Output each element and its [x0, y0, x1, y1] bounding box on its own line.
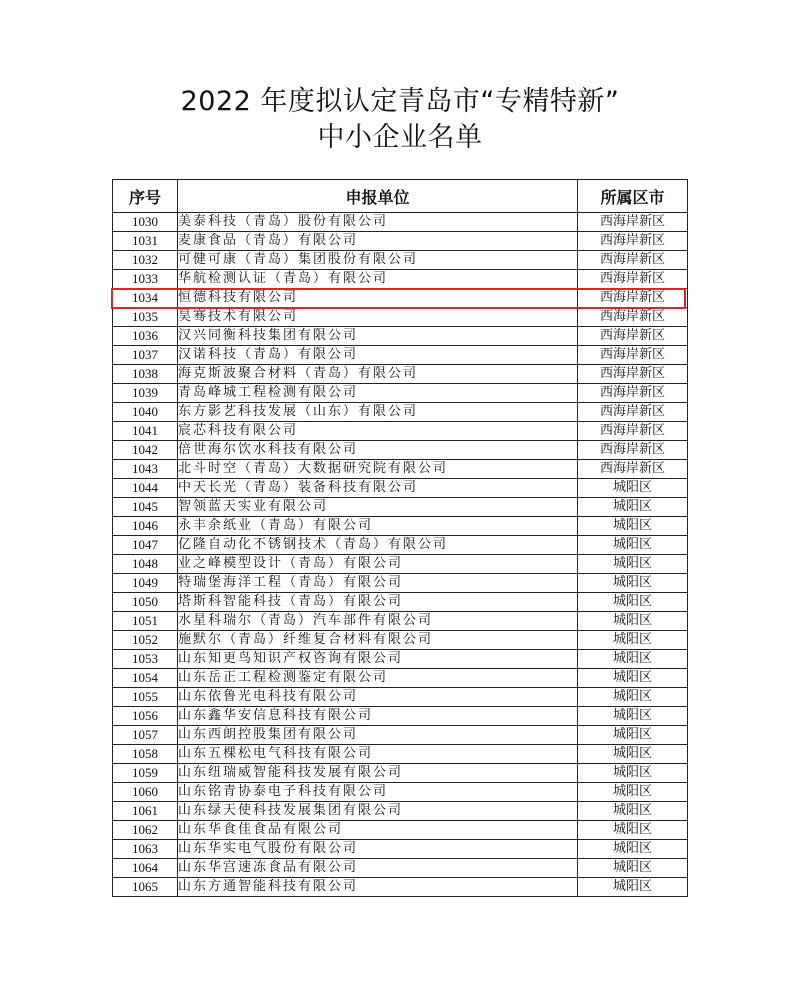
table-row: [113, 479, 688, 498]
district-cell: 西海岸新区: [578, 403, 688, 422]
serial-number-cell: 1036: [113, 327, 178, 346]
serial-number-cell: 1057: [113, 726, 178, 745]
serial-number-cell: 1048: [113, 555, 178, 574]
serial-number-cell: 1030: [113, 213, 178, 232]
table-row: [113, 403, 688, 422]
company-name-cell: 特瑞堡海洋工程（青岛）有限公司: [178, 574, 578, 593]
company-name-cell: 业之峰模型设计（青岛）有限公司: [178, 555, 578, 574]
company-name-cell: 山东华食佳食品有限公司: [178, 821, 578, 840]
serial-number-cell: 1053: [113, 650, 178, 669]
table-row: [113, 783, 688, 802]
district-cell: 城阳区: [578, 878, 688, 897]
serial-number-cell: 1059: [113, 764, 178, 783]
company-name-cell: 山东西朗控股集团有限公司: [178, 726, 578, 745]
district-cell: 西海岸新区: [578, 213, 688, 232]
company-name-cell: 汉诺科技（青岛）有限公司: [178, 346, 578, 365]
table-row: [113, 498, 688, 517]
company-name-cell: 山东华宫速冻食品有限公司: [178, 859, 578, 878]
serial-number-cell: 1060: [113, 783, 178, 802]
header-serial-number: 序号: [113, 180, 178, 213]
district-cell: 城阳区: [578, 631, 688, 650]
district-cell: 城阳区: [578, 688, 688, 707]
company-name-cell: 塔斯科智能科技（青岛）有限公司: [178, 593, 578, 612]
table-row: [113, 574, 688, 593]
table-row: [113, 213, 688, 232]
serial-number-cell: 1046: [113, 517, 178, 536]
serial-number-cell: 1044: [113, 479, 178, 498]
company-name-cell: 山东知更鸟知识产权咨询有限公司: [178, 650, 578, 669]
company-name-cell: 山东依鲁光电科技有限公司: [178, 688, 578, 707]
district-cell: 城阳区: [578, 840, 688, 859]
company-name-cell: 华航检测认证（青岛）有限公司: [178, 270, 578, 289]
table-row: [113, 308, 688, 327]
company-name-cell: 山东五棵松电气科技有限公司: [178, 745, 578, 764]
district-cell: 西海岸新区: [578, 308, 688, 327]
serial-number-cell: 1050: [113, 593, 178, 612]
table-row: [113, 821, 688, 840]
company-name-cell: 青岛峰城工程检测有限公司: [178, 384, 578, 403]
serial-number-cell: 1039: [113, 384, 178, 403]
table-row: [113, 555, 688, 574]
table-row: [113, 384, 688, 403]
company-name-cell: 山东绿天使科技发展集团有限公司: [178, 802, 578, 821]
table-header-row: [113, 180, 688, 213]
district-cell: 城阳区: [578, 612, 688, 631]
district-cell: 西海岸新区: [578, 346, 688, 365]
company-name-cell: 施默尔（青岛）纤维复合材料有限公司: [178, 631, 578, 650]
serial-number-cell: 1049: [113, 574, 178, 593]
company-name-cell: 山东纽瑞威智能科技发展有限公司: [178, 764, 578, 783]
serial-number-cell: 1063: [113, 840, 178, 859]
serial-number-cell: 1051: [113, 612, 178, 631]
table-body: [113, 213, 688, 897]
serial-number-cell: 1043: [113, 460, 178, 479]
district-cell: 城阳区: [578, 593, 688, 612]
serial-number-cell: 1058: [113, 745, 178, 764]
company-name-cell: 山东鑫华安信息科技有限公司: [178, 707, 578, 726]
district-cell: 西海岸新区: [578, 365, 688, 384]
company-name-cell: 亿隆自动化不锈钢技术（青岛）有限公司: [178, 536, 578, 555]
serial-number-cell: 1035: [113, 308, 178, 327]
serial-number-cell: 1032: [113, 251, 178, 270]
company-name-cell: 昊骞技术有限公司: [178, 308, 578, 327]
district-cell: 西海岸新区: [578, 384, 688, 403]
company-name-cell: 北斗时空（青岛）大数据研究院有限公司: [178, 460, 578, 479]
serial-number-cell: 1042: [113, 441, 178, 460]
district-cell: 西海岸新区: [578, 270, 688, 289]
table-row: [113, 593, 688, 612]
table-row: [113, 707, 688, 726]
company-name-cell: 东方影艺科技发展（山东）有限公司: [178, 403, 578, 422]
company-name-cell: 麦康食品（青岛）有限公司: [178, 232, 578, 251]
table-row: [113, 327, 688, 346]
company-name-cell: 山东铭青协泰电子科技有限公司: [178, 783, 578, 802]
table-row: [113, 764, 688, 783]
district-cell: 城阳区: [578, 802, 688, 821]
company-name-cell: 海克斯波聚合材料（青岛）有限公司: [178, 365, 578, 384]
company-name-cell: 美泰科技（青岛）股份有限公司: [178, 213, 578, 232]
table-row: [113, 802, 688, 821]
table-row: [113, 688, 688, 707]
company-name-cell: 山东方通智能科技有限公司: [178, 878, 578, 897]
district-cell: 城阳区: [578, 536, 688, 555]
district-cell: 城阳区: [578, 479, 688, 498]
district-cell: 城阳区: [578, 498, 688, 517]
serial-number-cell: 1052: [113, 631, 178, 650]
serial-number-cell: 1041: [113, 422, 178, 441]
company-name-cell: 水星科瑞尔（青岛）汽车部件有限公司: [178, 612, 578, 631]
serial-number-cell: 1062: [113, 821, 178, 840]
header-district: 所属区市: [578, 180, 688, 213]
serial-number-cell: 1054: [113, 669, 178, 688]
serial-number-cell: 1033: [113, 270, 178, 289]
table-row: [113, 536, 688, 555]
table-row: [113, 669, 688, 688]
table-row: [113, 460, 688, 479]
district-cell: 西海岸新区: [578, 232, 688, 251]
company-name-cell: 可健可康（青岛）集团股份有限公司: [178, 251, 578, 270]
table-row: [113, 612, 688, 631]
district-cell: 城阳区: [578, 555, 688, 574]
serial-number-cell: 1037: [113, 346, 178, 365]
header-company: 申报单位: [178, 180, 578, 213]
district-cell: 城阳区: [578, 650, 688, 669]
serial-number-cell: 1061: [113, 802, 178, 821]
company-name-cell: 山东岳正工程检测鉴定有限公司: [178, 669, 578, 688]
district-cell: 西海岸新区: [578, 327, 688, 346]
district-cell: 城阳区: [578, 745, 688, 764]
serial-number-cell: 1031: [113, 232, 178, 251]
district-cell: 城阳区: [578, 764, 688, 783]
serial-number-cell: 1038: [113, 365, 178, 384]
table-row: [113, 346, 688, 365]
district-cell: 城阳区: [578, 783, 688, 802]
table-row: [113, 878, 688, 897]
serial-number-cell: 1056: [113, 707, 178, 726]
table-row: [113, 517, 688, 536]
company-name-cell: 倍世海尔饮水科技有限公司: [178, 441, 578, 460]
table-row: [113, 631, 688, 650]
district-cell: 西海岸新区: [578, 441, 688, 460]
company-name-cell: 永丰余纸业（青岛）有限公司: [178, 517, 578, 536]
district-cell: 西海岸新区: [578, 251, 688, 270]
table-row: [113, 745, 688, 764]
district-cell: 西海岸新区: [578, 289, 688, 308]
table-row: [113, 251, 688, 270]
company-name-cell: 山东华实电气股份有限公司: [178, 840, 578, 859]
company-list-table: [112, 179, 688, 897]
company-name-cell: 宸芯科技有限公司: [178, 422, 578, 441]
table-row: [113, 859, 688, 878]
district-cell: 城阳区: [578, 726, 688, 745]
table-row: [113, 650, 688, 669]
company-name-cell: 恒德科技有限公司: [178, 289, 578, 308]
document-title-line-1: 2022 年度拟认定青岛市“专精特新”: [180, 86, 620, 117]
serial-number-cell: 1065: [113, 878, 178, 897]
table-row: [113, 726, 688, 745]
district-cell: 西海岸新区: [578, 422, 688, 441]
table-row: [113, 270, 688, 289]
serial-number-cell: 1045: [113, 498, 178, 517]
serial-number-cell: 1034: [113, 289, 178, 308]
district-cell: 城阳区: [578, 517, 688, 536]
serial-number-cell: 1047: [113, 536, 178, 555]
table-row: [113, 840, 688, 859]
company-name-cell: 智领蓝天实业有限公司: [178, 498, 578, 517]
table-row: [113, 232, 688, 251]
company-name-cell: 中天长光（青岛）装备科技有限公司: [178, 479, 578, 498]
district-cell: 城阳区: [578, 821, 688, 840]
document-title-line-2: 中小企业名单: [317, 122, 483, 153]
district-cell: 西海岸新区: [578, 460, 688, 479]
serial-number-cell: 1040: [113, 403, 178, 422]
serial-number-cell: 1064: [113, 859, 178, 878]
company-name-cell: 汉兴同衡科技集团有限公司: [178, 327, 578, 346]
district-cell: 城阳区: [578, 669, 688, 688]
district-cell: 城阳区: [578, 859, 688, 878]
serial-number-cell: 1055: [113, 688, 178, 707]
table-row: [113, 441, 688, 460]
district-cell: 城阳区: [578, 574, 688, 593]
table-row-highlighted: [113, 289, 688, 308]
table-row: [113, 422, 688, 441]
district-cell: 城阳区: [578, 707, 688, 726]
table-row: [113, 365, 688, 384]
